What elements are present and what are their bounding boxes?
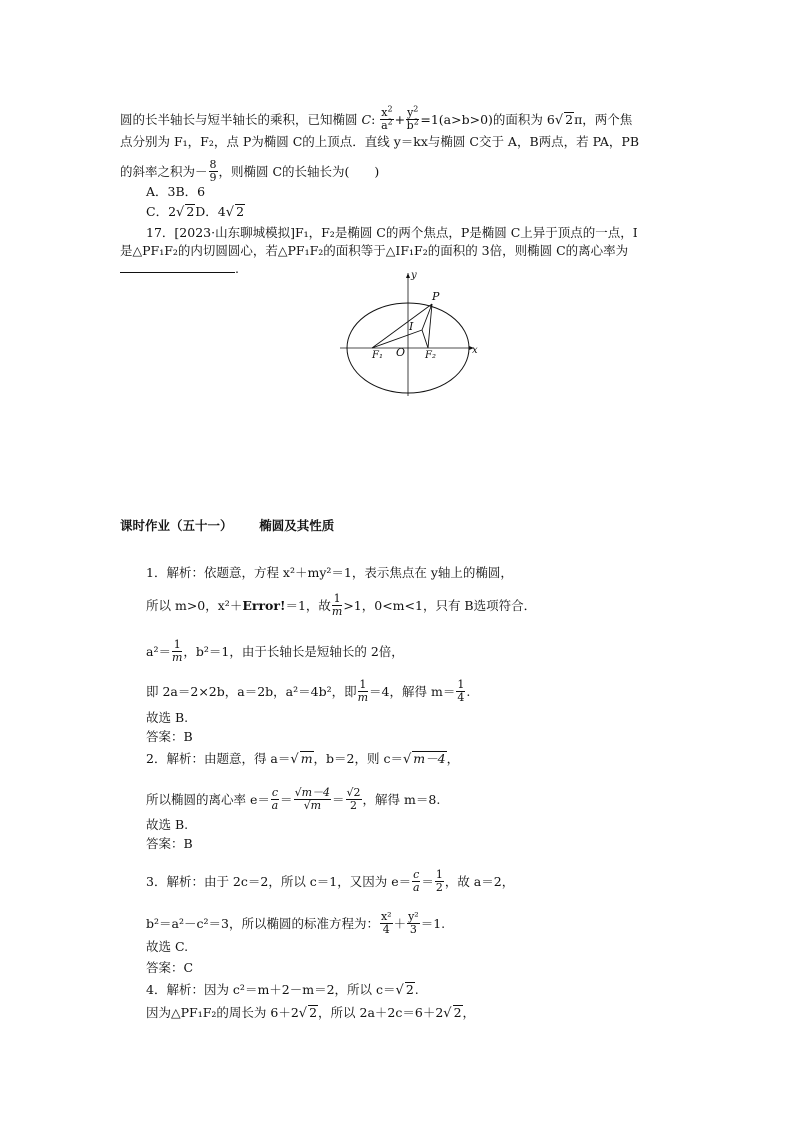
- q17-line1: 17．[2023·山东聊城模拟]F₁，F₂是椭圆 C的两个焦点，P是椭圆 C上异于顶点的一点，I: [146, 225, 638, 240]
- y-axis-arrow: [406, 273, 410, 278]
- a2-select: 故选 B.: [146, 817, 189, 832]
- a1-answer: 答案：B: [146, 729, 193, 744]
- a3-line2: b²＝a²－c²＝3，所以椭圆的标准方程为： $\frac{\text{x²}}{4}$ ＋ $\frac{\text{y²}}{3}$ ＝1.: [146, 910, 446, 936]
- a1-line3: a²＝ $\frac{1}{m}$ ，b²＝1，由于长轴长是短轴长的 2倍，: [146, 638, 404, 664]
- a1-line1: 1．解析：依题意，方程 x²＋my²＝1，表示焦点在 y轴上的椭圆，: [146, 565, 513, 580]
- a4-line1: 4．解析：因为 c²＝m＋2－m＝2，所以 c＝√ 2.: [146, 982, 419, 998]
- a3-select: 故选 C.: [146, 939, 189, 954]
- segment-p-f2: [428, 304, 432, 348]
- a2-line1: 2．解析：由题意，得 a＝√ m，b＝2，则 c＝√ m－4，: [146, 751, 460, 767]
- q17-end: .: [235, 261, 239, 276]
- q16-text: 的斜率之积为－: [120, 164, 208, 179]
- q16-line2: 点分别为 F₁，F₂，点 P为椭圆 C的上顶点．直线 y＝kx与椭圆 C交于 A，B两点，若 PA，PB: [120, 134, 640, 149]
- q16-line3: [120, 160, 379, 185]
- a3-line1: 3．解析：由于 2c＝2，所以 c＝1，又因为 e＝ $\frac{c}{a}$ ＝ $\frac{1}{2}$ ，故 a＝2，: [146, 868, 515, 894]
- label-f2: F₂: [425, 350, 436, 361]
- q16-options-cd: C．2√ 2D．4√ 2: [146, 204, 245, 220]
- frac-8-9: $\frac{8}{9}$: [209, 158, 217, 184]
- section-heading: [120, 520, 334, 533]
- heading-right: 椭圆及其性质: [259, 518, 335, 533]
- heading-left: 课时作业（五十一）: [120, 518, 233, 533]
- answer-blank: [120, 262, 235, 273]
- a4-line2: 因为△PF₁F₂的周长为 6＋2√ 2，所以 2a＋2c＝6＋2√ 2，: [146, 1005, 476, 1021]
- label-y: y: [411, 270, 417, 281]
- q16-opt-c: C．2: [146, 204, 177, 219]
- ellipse-diagram: [336, 268, 486, 400]
- a3-answer: 答案：C: [146, 960, 194, 975]
- q16-var-c: C: [361, 112, 372, 127]
- q17-line2: 是△PF₁F₂的内切圆圆心，若△PF₁F₂的面积等于△IF₁F₂的面积的 3倍，则椭圆 C的离心率为: [120, 243, 629, 258]
- q16-opt-d: D．4: [195, 204, 226, 219]
- frac-y2-b2: $\frac{y^2}{b^2}$: [406, 104, 419, 132]
- frac-x2-a2: $\frac{x^2}{a^2}$: [381, 104, 393, 132]
- segment-f1-p: [372, 304, 432, 348]
- a1-line2: 所以 m>0，x²＋Error!＝1，故 $\frac{1}{m}$ >1，0<m<1，只有 B选项符合．: [146, 592, 537, 618]
- q16-text: ，则椭圆 C的长轴长为( ): [218, 164, 380, 179]
- label-p: P: [432, 290, 440, 303]
- q16-text: π，两个焦: [574, 112, 633, 127]
- q17-line3: [120, 262, 239, 276]
- q16-line1: 圆的长半轴长与短半轴长的乘积，已知椭圆 C: $\frac{x^2}{a^2}$ + $\frac{y^2}{b^2}$ =1(a>b>0)的面积为 6√ 2π，两个焦: [120, 104, 633, 132]
- a2-answer: 答案：B: [146, 836, 193, 851]
- q16-text: =1(a>b>0)的面积为 6: [420, 112, 555, 127]
- label-i: I: [409, 320, 414, 333]
- ellipse-figure: [336, 268, 486, 403]
- sqrt-2: 2: [236, 204, 245, 219]
- label-x: x: [472, 345, 478, 356]
- a2-line2: 所以椭圆的离心率 e＝ $\frac{c}{a}$ ＝ $\frac{√m-4}{√m}$ ＝ $\frac{√2}{2}$ ，解得 m＝8.: [146, 786, 441, 812]
- sqrt-2: 2: [565, 112, 574, 127]
- a1-line4: 即 2a＝2×2b，a＝2b，a²＝4b²，即 $\frac{1}{m}$ ＝4，解得 m＝ $\frac{1}{4}$ .: [146, 678, 471, 704]
- error-text: Error!: [242, 598, 286, 613]
- q16-text: 圆的长半轴长与短半轴长的乘积，已知椭圆: [120, 112, 358, 127]
- sqrt-2: 2: [186, 204, 195, 219]
- label-o: O: [396, 346, 406, 359]
- segment-i-f2: [422, 330, 428, 348]
- q16-options-ab: A．3B．6: [146, 184, 206, 199]
- label-f1: F₁: [372, 350, 383, 361]
- a1-select: 故选 B.: [146, 710, 189, 725]
